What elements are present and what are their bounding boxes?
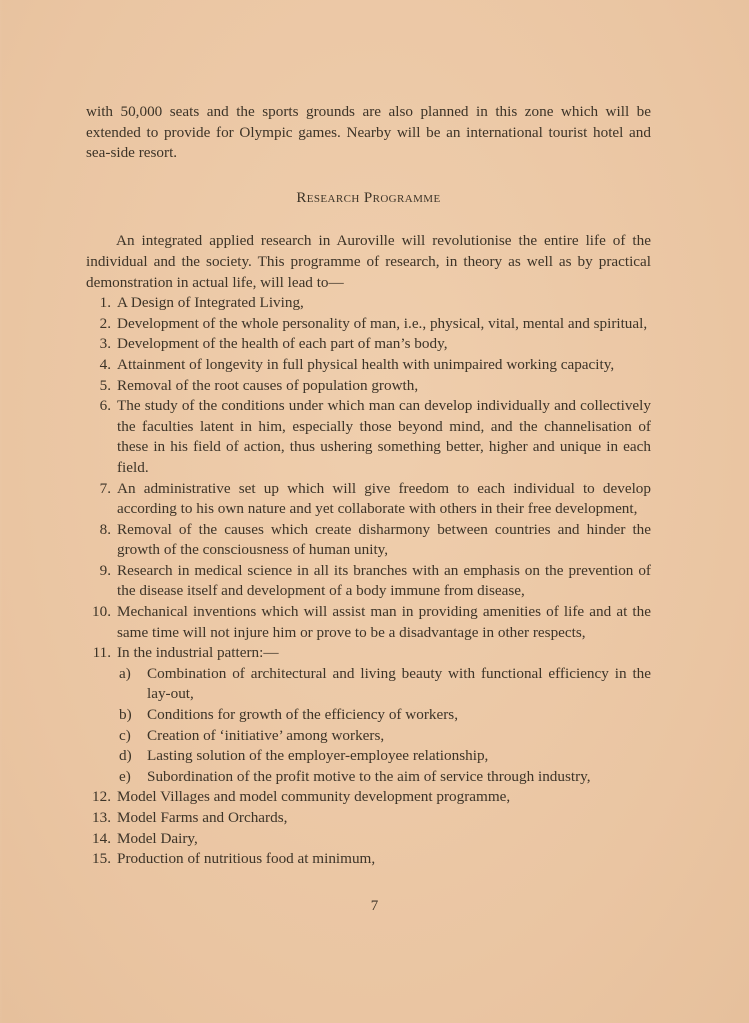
item-text: Model Dairy, [117,829,198,847]
research-outcomes-list [86,293,651,870]
item-text: Production of nutritious food at minimum, [117,850,376,868]
list-item [87,376,651,397]
document-page [86,102,651,870]
item-number: 2. [99,314,111,332]
sublist-item [63,726,651,747]
list-item [87,293,651,314]
item-text: Removal of the causes which create disharmony between countries and hinder the growth of the consciousness of human unity, [117,520,651,559]
opening-paragraph: with 50,000 seats and the sports grounds are also planned in this zone which will be extended to provide for Olympic games. Nearby will be an international tourist hotel and sea-side resort. [86,103,651,162]
item-text: An administrative set up which will give freedom to each individual to develop according to his own nature and yet collaborate with others in their free development, [117,479,651,518]
item-text: Research in medical science in all its branches with an emphasis on the prevention of the disease itself and development of a body immune from disease, [117,561,651,600]
list-item [87,787,651,808]
list-item [87,355,651,376]
item-text: The study of the conditions under which man can develop individually and collectively the faculties latent in him, especially those beyond mind, and the channelisation of these in his field of action, thus ushering something better, higher and unique in each field. [117,397,651,476]
intro-paragraph: An integrated applied research in Auroville will revolutionise the entire life of the individual and the society. This programme of research, in theory as well as by practical demonstration in actual life, will lead to— [86,232,651,291]
sub-text: Conditions for growth of the efficiency of workers, [147,706,458,724]
item-number: 11. [92,644,111,662]
list-item [87,520,651,561]
item-number: 12. [92,788,111,806]
item-number: 9. [99,561,111,579]
sub-text: Creation of ‘initiative’ among workers, [147,726,385,744]
item-text: Removal of the root causes of population growth, [117,376,419,394]
sub-letter: b) [119,706,132,724]
industrial-pattern-sublist [117,664,651,788]
list-item [87,643,651,787]
list-item [87,314,651,335]
item-text: Development of the health of each part of man’s body, [117,335,448,353]
sublist-item [63,767,651,788]
sub-text: Lasting solution of the employer-employee relationship, [147,747,489,765]
item-number: 7. [99,479,111,497]
item-number: 5. [99,376,111,394]
list-item [87,479,651,520]
section-heading: Research Programme [296,189,441,206]
sub-letter: d) [119,747,132,765]
item-text: Attainment of longevity in full physical health with unimpaired working capacity, [117,355,615,373]
item-number: 4. [99,355,111,373]
page-number: 7 [370,898,379,914]
sub-letter: e) [119,767,131,785]
item-number: 10. [92,603,111,621]
list-item [87,829,651,850]
list-item [87,602,651,643]
item-number: 1. [99,294,111,312]
item-text: Model Villages and model community development programme, [117,788,511,806]
item-number: 14. [92,829,111,847]
item-text: Model Farms and Orchards, [117,809,288,826]
sublist-item [63,664,651,705]
item-text: A Design of Integrated Living, [117,294,304,312]
sub-letter: c) [119,726,131,744]
item-number: 8. [99,520,111,538]
item-number: 3. [99,335,111,353]
sub-text: Combination of architectural and living beauty with functional efficiency in the lay-out, [147,664,651,703]
list-item [87,561,651,602]
sub-text: Subordination of the profit motive to the aim of service through industry, [147,767,591,785]
list-item [87,808,651,829]
sublist-item [63,705,651,726]
item-number: 13. [92,809,111,826]
item-number: 6. [99,397,111,415]
sub-letter: a) [119,664,131,682]
item-text: Mechanical inventions which will assist man in providing amenities of life and at the same time will not injure him or prove to be a disadvantage in other respects, [117,603,651,641]
sublist-item [63,746,651,767]
item-text: In the industrial pattern:— [117,644,279,662]
list-item [87,849,651,870]
item-number: 15. [92,850,111,868]
list-item [87,396,651,478]
item-text: Development of the whole personality of man, i.e., physical, vital, mental and spiritual, [117,314,648,332]
list-item [87,334,651,355]
